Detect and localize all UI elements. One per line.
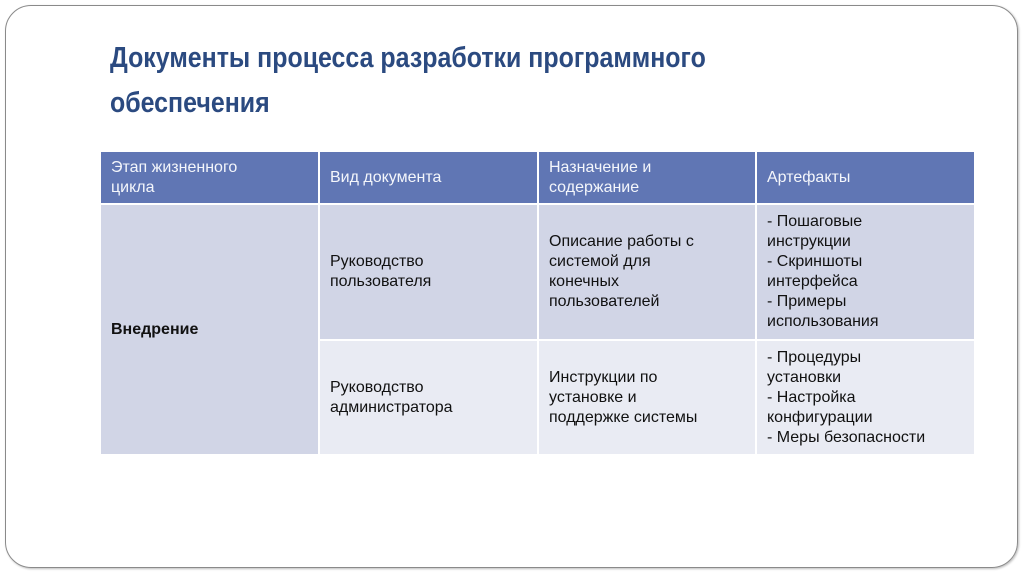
row2-doc: Руководство администратора bbox=[320, 341, 537, 454]
stage-cell: Внедрение bbox=[101, 205, 318, 454]
row2-purpose: Инструкции по установке и поддержке системы bbox=[539, 341, 755, 454]
row1-purpose: Описание работы с системой для конечных пользователей bbox=[539, 205, 755, 339]
row1-doc: Руководство пользователя bbox=[320, 205, 537, 339]
header-purpose: Назначение и содержание bbox=[539, 152, 755, 203]
header-stage: Этап жизненного цикла bbox=[101, 152, 318, 203]
row1-artifacts: - Пошаговые инструкции - Скриншоты интерфейса - Примеры использования bbox=[757, 205, 974, 339]
documents-table bbox=[101, 152, 974, 454]
title-line-1: Документы процесса разработки программного bbox=[110, 42, 706, 74]
row2-artifacts: - Процедуры установки - Настройка конфигурации - Меры безопасности bbox=[757, 341, 974, 454]
header-doc-type: Вид документа bbox=[320, 152, 537, 203]
header-artifacts: Артефакты bbox=[757, 152, 974, 203]
slide-title bbox=[110, 36, 884, 126]
title-line-2: обеспечения bbox=[110, 87, 270, 119]
